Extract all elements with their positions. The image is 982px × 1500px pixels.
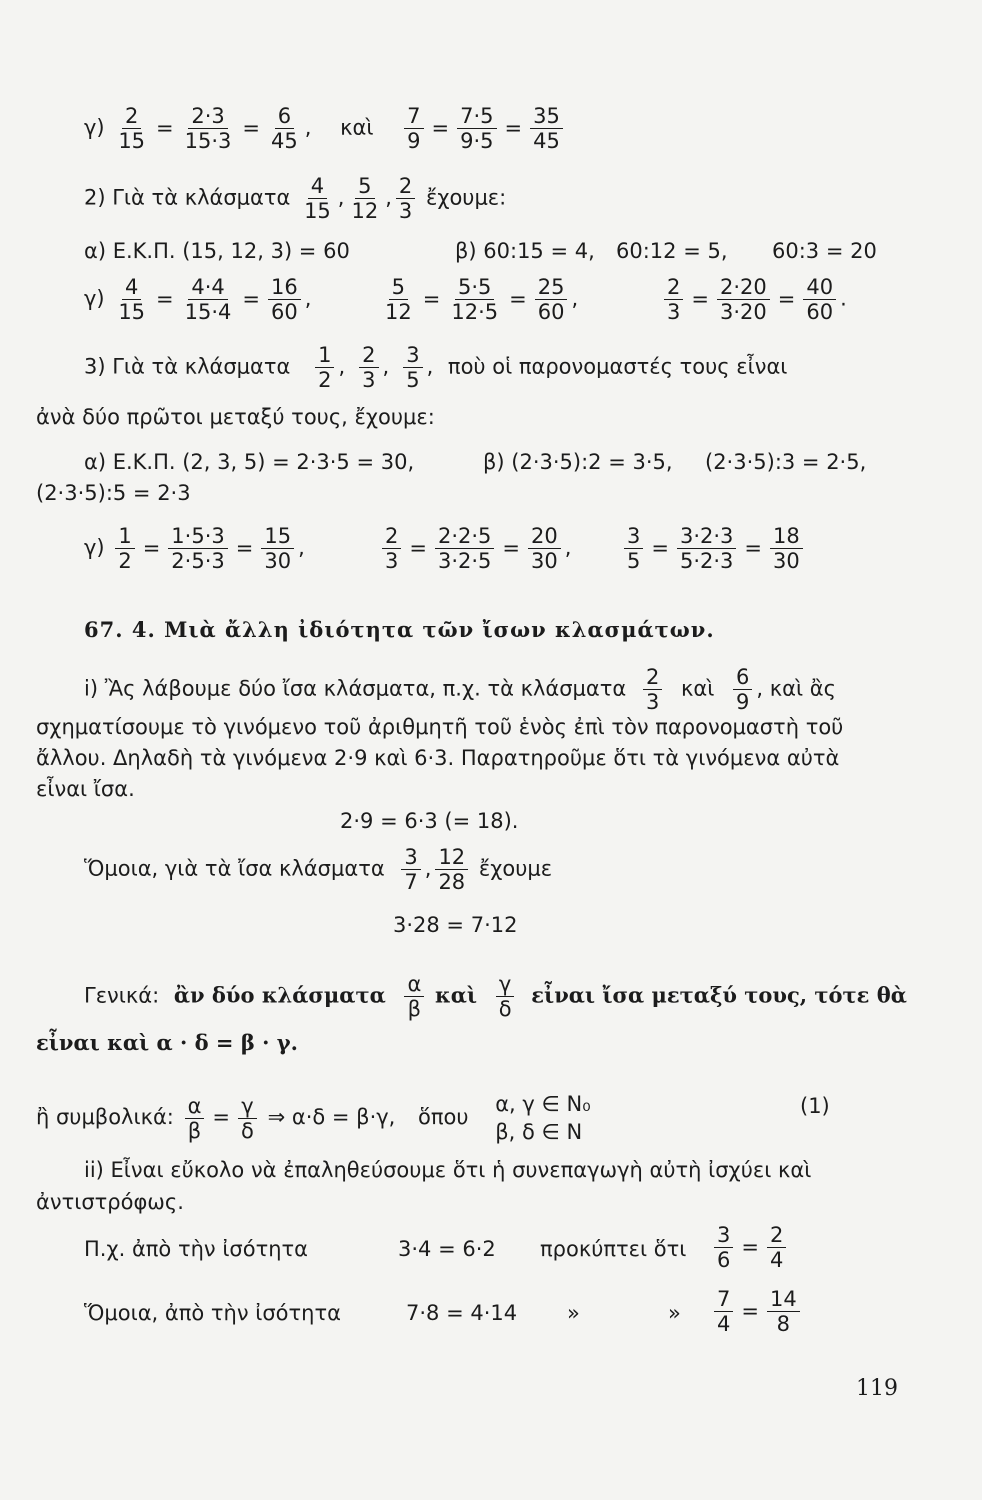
fraction: $\frac{2}{3}$ bbox=[664, 275, 683, 324]
fraction: $\frac{3}{6}$ bbox=[714, 1223, 733, 1272]
equation-line-gamma-2b: $\frac{5}{12}$ = $\frac{5\cdot 5}{12\cdot 5}$ = $\frac{25}{60}$ , bbox=[378, 275, 578, 324]
paragraph-line-4: εἶναι ἴσα. bbox=[36, 777, 135, 801]
fraction: $\frac{2}{15}$ bbox=[118, 104, 146, 153]
equation-number: (1) bbox=[800, 1094, 830, 1118]
text-line-3a: α) Ε.Κ.Π. (15, 12, 3) = 60 bbox=[84, 239, 350, 263]
example-line-1-text: Π.χ. ἀπὸ τὴν ἰσότητα bbox=[84, 1237, 309, 1261]
kai-word: καὶ bbox=[340, 115, 374, 140]
equation-2: 3·28 = 7·12 bbox=[393, 913, 518, 937]
general-statement-line-2: εἶναι καὶ α · δ = β · γ. bbox=[36, 1030, 298, 1055]
fraction: $\frac{2}{3}$ bbox=[396, 174, 415, 223]
fraction: $\frac{16}{60}$ bbox=[268, 275, 301, 324]
equation-line-gamma-2c: $\frac{2}{3}$ = $\frac{2\cdot 20}{3\cdot 20}$ = $\frac{40}{60}$ . bbox=[660, 275, 847, 324]
fraction: $\frac{5}{12}$ bbox=[351, 174, 379, 223]
text-line-6: ἀνὰ δύο πρῶτοι μεταξύ τους, ἔχουμε: bbox=[36, 405, 435, 429]
example-line-2-fractions: $\frac{7}{4}$ = $\frac{14}{8}$ bbox=[710, 1287, 804, 1336]
equation-line-gamma-1: γ) $\frac{2}{15}$ = $\frac{2\cdot 3}{15\cdot 3}$ = $\frac{6}{45}$ , καὶ $\frac{7}{9}$ = $\frac{7\cdot 5}{9\cdot 5}$ = $\frac{35}{45}$ bbox=[84, 104, 567, 153]
equation-line-gamma-3c: $\frac{3}{5}$ = $\frac{3\cdot 2\cdot 3}{5\cdot 2\cdot 3}$ = $\frac{18}{30}$ bbox=[620, 524, 807, 573]
domain-conditions: α, γ ∈ N₀ β, δ ∈ N bbox=[495, 1092, 591, 1144]
fraction: $\frac{\alpha}{\beta}$ bbox=[404, 972, 424, 1021]
text-line-3d: 60:3 = 20 bbox=[772, 239, 877, 263]
fraction: $\frac{35}{45}$ bbox=[530, 104, 563, 153]
example-line-1-mid: προκύπτει ὅτι bbox=[540, 1237, 687, 1261]
label: γ) bbox=[84, 115, 105, 140]
fraction: $\frac{2\cdot 20}{3\cdot 20}$ bbox=[717, 275, 770, 324]
fraction: $\frac{25}{60}$ bbox=[535, 275, 568, 324]
fraction: $\frac{1}{2}$ bbox=[115, 524, 134, 573]
paragraph-ii-line-2: ἀντιστρόφως. bbox=[36, 1190, 184, 1214]
equation-line-gamma-3b: $\frac{2}{3}$ = $\frac{2\cdot 2\cdot 5}{3\cdot 2\cdot 5}$ = $\frac{20}{30}$ , bbox=[378, 524, 571, 573]
fraction: $\frac{18}{30}$ bbox=[770, 524, 803, 573]
text-line-5: 3) Γιὰ τὰ κλάσματα $\frac{1}{2}$ , $\frac{2}{3}$ , $\frac{3}{5}$ , ποὺ οἱ παρονομαστές τους εἶναι bbox=[84, 343, 788, 392]
text-line-7b: β) (2·3·5):2 = 3·5, bbox=[483, 450, 673, 474]
fraction: $\frac{3}{5}$ bbox=[624, 524, 643, 573]
fraction: $\frac{20}{30}$ bbox=[528, 524, 561, 573]
fraction: $\frac{2}{3}$ bbox=[382, 524, 401, 573]
ditto-mark: » bbox=[567, 1301, 580, 1325]
example-line-1-fractions: $\frac{3}{6}$ = $\frac{2}{4}$ bbox=[710, 1223, 790, 1272]
general-statement-line-1: Γενικά: ἂν δύο κλάσματα $\frac{\alpha}{\beta}$ καὶ $\frac{\gamma}{\delta}$ εἶναι ἴσα μεταξύ τους, τότε θὰ bbox=[84, 972, 907, 1021]
fraction: $\frac{1}{2}$ bbox=[315, 343, 334, 392]
text-line-3b: β) 60:15 = 4, bbox=[455, 239, 595, 263]
fraction: $\frac{3}{5}$ bbox=[403, 343, 422, 392]
fraction: $\frac{2}{4}$ bbox=[767, 1223, 786, 1272]
section-heading: 67. 4. Μιὰ ἄλλη ἰδιότητα τῶν ἴσων κλασμάτων. bbox=[84, 617, 715, 642]
fraction: $\frac{7}{4}$ bbox=[714, 1287, 733, 1336]
example-line-1-eq: 3·4 = 6·2 bbox=[398, 1237, 496, 1261]
page-number: 119 bbox=[856, 1376, 898, 1401]
fraction: $\frac{\gamma}{\delta}$ bbox=[238, 1094, 257, 1143]
text-line-7c: (2·3·5):3 = 2·5, bbox=[705, 450, 867, 474]
fraction: $\frac{40}{60}$ bbox=[803, 275, 836, 324]
text-line-7a: α) Ε.Κ.Π. (2, 3, 5) = 2·3·5 = 30, bbox=[84, 450, 415, 474]
example-line-2-text: Ὅμοια, ἀπὸ τὴν ἰσότητα bbox=[84, 1301, 341, 1325]
fraction: $\frac{4}{15}$ bbox=[304, 174, 331, 223]
fraction: $\frac{5\cdot 5}{12\cdot 5}$ bbox=[451, 275, 499, 324]
paragraph-line-5: Ὅμοια, γιὰ τὰ ἴσα κλάσματα $\frac{3}{7}$ , $\frac{12}{28}$ ἔχουμε bbox=[84, 845, 553, 894]
equation-line-gamma-2a: γ) $\frac{4}{15}$ = $\frac{4\cdot 4}{15\cdot 4}$ = $\frac{16}{60}$ , bbox=[84, 275, 312, 324]
fraction: $\frac{2\cdot 3}{15\cdot 3}$ bbox=[184, 104, 232, 153]
equation-line-gamma-3a: γ) $\frac{1}{2}$ = $\frac{1\cdot 5\cdot 3}{2\cdot 5\cdot 3}$ = $\frac{15}{30}$ , bbox=[84, 524, 305, 573]
text-line-2: 2) Γιὰ τὰ κλάσματα $\frac{4}{15}$ , $\frac{5}{12}$ , $\frac{2}{3}$ ἔχουμε: bbox=[84, 174, 507, 223]
fraction: $\frac{5}{12}$ bbox=[385, 275, 412, 324]
text-line-8: (2·3·5):5 = 2·3 bbox=[36, 481, 191, 505]
paragraph-line-1: i) Ἂς λάβουμε δύο ἴσα κλάσματα, π.χ. τὰ κλάσματα $\frac{2}{3}$ καὶ $\frac{6}{9}$ , καὶ ἂς bbox=[84, 665, 836, 714]
fraction: $\frac{\gamma}{\delta}$ bbox=[496, 972, 515, 1021]
paragraph-ii-line-1: ii) Εἶναι εὔκολο νὰ ἐπαληθεύσουμε ὅτι ἡ συνεπαγωγὴ αὐτὴ ἰσχύει καὶ bbox=[84, 1158, 812, 1182]
symbolic-statement: ἢ συμβολικά: $\frac{\alpha}{\beta}$ = $\frac{\gamma}{\delta}$ ⇒ α·δ = β·γ, ὅπου α, γ ∈ N₀ β, δ ∈ N bbox=[36, 1092, 591, 1144]
fraction: $\frac{2}{3}$ bbox=[643, 665, 662, 714]
ditto-mark: » bbox=[668, 1301, 681, 1325]
fraction: $\frac{7\cdot 5}{9\cdot 5}$ bbox=[457, 104, 496, 153]
fraction: $\frac{3}{7}$ bbox=[401, 845, 420, 894]
fraction: $\frac{14}{8}$ bbox=[767, 1287, 800, 1336]
equation-1: 2·9 = 6·3 (= 18). bbox=[340, 809, 519, 833]
fraction: $\frac{3\cdot 2\cdot 3}{5\cdot 2\cdot 3}$ bbox=[677, 524, 736, 573]
text-line-3c: 60:12 = 5, bbox=[616, 239, 728, 263]
example-line-2-eq: 7·8 = 4·14 bbox=[406, 1301, 518, 1325]
paragraph-line-2: σχηματίσουμε τὸ γινόμενο τοῦ ἀριθμητῆ τοῦ ἑνὸς ἐπὶ τὸν παρονομαστὴ τοῦ bbox=[36, 715, 844, 739]
fraction: $\frac{4}{15}$ bbox=[118, 275, 146, 324]
fraction: $\frac{2}{3}$ bbox=[359, 343, 378, 392]
fraction: $\frac{15}{30}$ bbox=[261, 524, 294, 573]
paragraph-line-3: ἄλλου. Δηλαδὴ τὰ γινόμενα 2·9 καὶ 6·3. Παρατηροῦμε ὅτι τὰ γινόμενα αὐτὰ bbox=[36, 746, 840, 770]
fraction: $\frac{4\cdot 4}{15\cdot 4}$ bbox=[184, 275, 232, 324]
fraction: $\frac{6}{45}$ bbox=[271, 104, 298, 153]
fraction: $\frac{6}{9}$ bbox=[733, 665, 752, 714]
fraction: $\frac{7}{9}$ bbox=[404, 104, 423, 153]
fraction: $\frac{12}{28}$ bbox=[435, 845, 468, 894]
fraction: $\frac{1\cdot 5\cdot 3}{2\cdot 5\cdot 3}$ bbox=[168, 524, 227, 573]
fraction: $\frac{2\cdot 2\cdot 5}{3\cdot 2\cdot 5}$ bbox=[435, 524, 494, 573]
fraction: $\frac{\alpha}{\beta}$ bbox=[185, 1094, 205, 1143]
